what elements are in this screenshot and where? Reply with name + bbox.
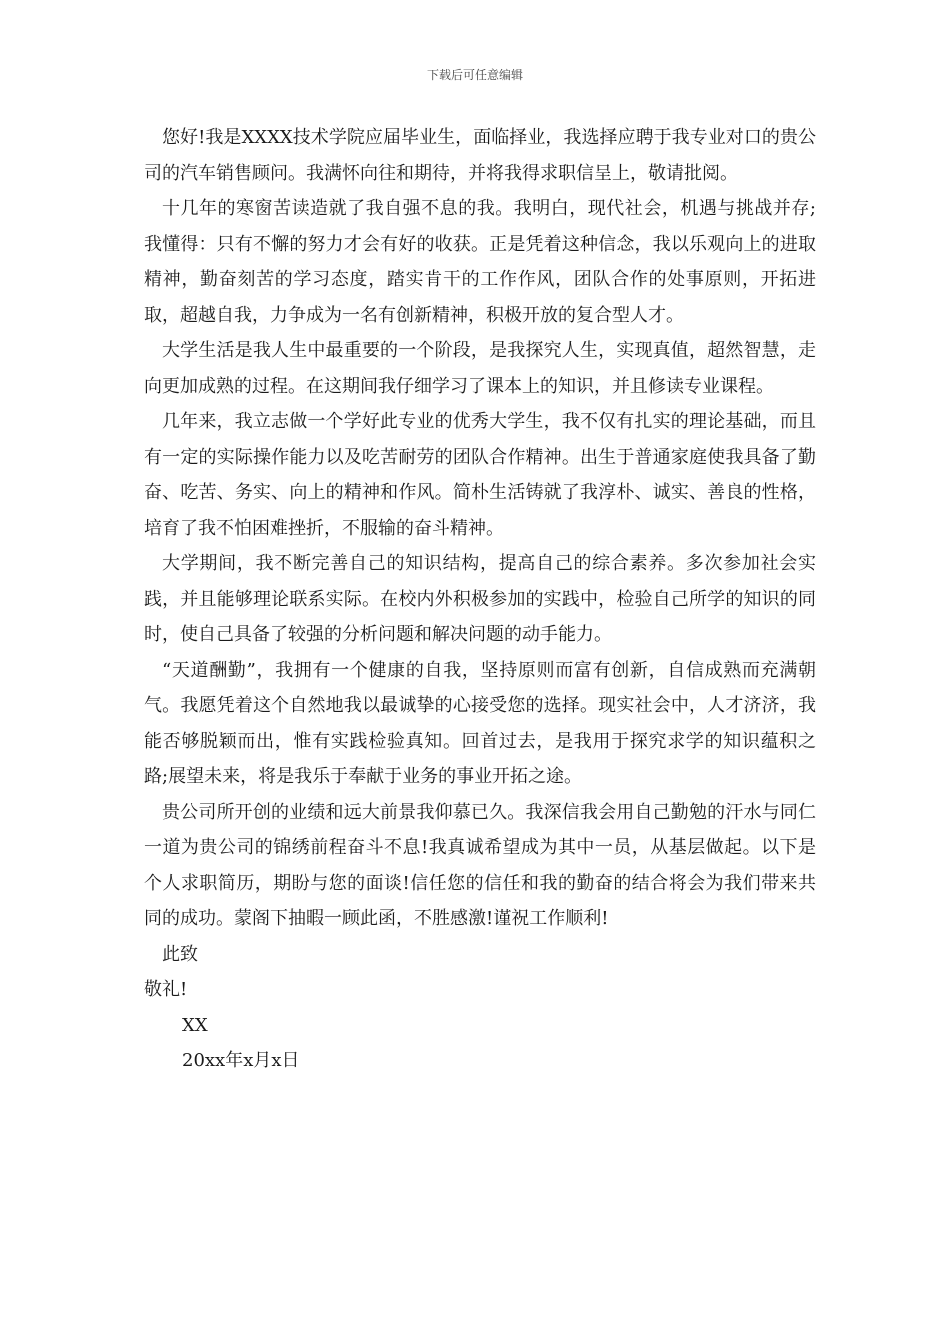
letter-body <box>144 120 816 1079</box>
paragraph-study-years: 十几年的寒窗苦读造就了我自强不息的我。我明白，现代社会，机遇与挑战并存;我懂得：只有不懈的努力才会有好的收获。正是凭着这种信念，我以乐观向上的进取精神，勤奋刻苦的学习态度，踏实肯干的工作作风，团队合作的处事原则，开拓进取，超越自我，力争成为一名有创新精神，积极开放的复合型人才。 <box>144 198 816 326</box>
signature: XX <box>182 1014 208 1036</box>
page-header: 下载后可任意编辑 <box>426 68 523 82</box>
paragraph-intro: 您好!我是XXXX技术学院应届毕业生，面临择业，我选择应聘于我专业对口的贵公司的汽车销售顾问。我满怀向往和期待，并将我得求职信呈上，敬请批阅。 <box>144 127 816 184</box>
paragraph-university-life: 大学生活是我人生中最重要的一个阶段，是我探究人生，实现真值，超然智慧，走向更加成熟的过程。在这期间我仔细学习了课本上的知识，并且修读专业课程。 <box>144 340 816 397</box>
paragraph-diligence: “天道酬勤”，我拥有一个健康的自我，坚持原则而富有创新，自信成熟而充满朝气。我愿凭着这个自然地我以最诚挚的心接受您的选择。现实社会中，人才济济，我能否够脱颖而出，惟有实践检验真知。回首过去，是我用于探究求学的知识蕴积之路;展望未来，将是我乐于奉献于业务的事业开拓之途。 <box>144 659 816 787</box>
paragraph-practice: 大学期间，我不断完善自己的知识结构，提高自己的综合素养。多次参加社会实践，并且能够理论联系实际。在校内外积极参加的实践中，检验自己所学的知识的同时，使自己具备了较强的分析问题和解决问题的动手能力。 <box>144 553 816 645</box>
closing-salute: 敬礼! <box>144 979 188 1000</box>
paragraph-ambition: 几年来，我立志做一个学好此专业的优秀大学生，我不仅有扎实的理论基础，而且有一定的实际操作能力以及吃苦耐劳的团队合作精神。出生于普通家庭使我具备了勤奋、吃苦、务实、向上的精神和作风。简朴生活铸就了我淳朴、诚实、善良的性格，培育了我不怕困难挫折，不服输的奋斗精神。 <box>144 411 816 539</box>
paragraph-company: 贵公司所开创的业绩和远大前景我仰慕已久。我深信我会用自己勤勉的汗水与同仁一道为贵公司的锦绣前程奋斗不息!我真诚希望成为其中一员，从基层做起。以下是个人求职简历，期盼与您的面谈!信任您的信任和我的勤奋的结合将会为我们带来共同的成功。蒙阁下抽暇一顾此函，不胜感激!谨祝工作顺利! <box>144 801 816 929</box>
letter-date: 20xx年x月x日 <box>182 1050 300 1071</box>
closing-greeting: 此致 <box>162 943 198 965</box>
